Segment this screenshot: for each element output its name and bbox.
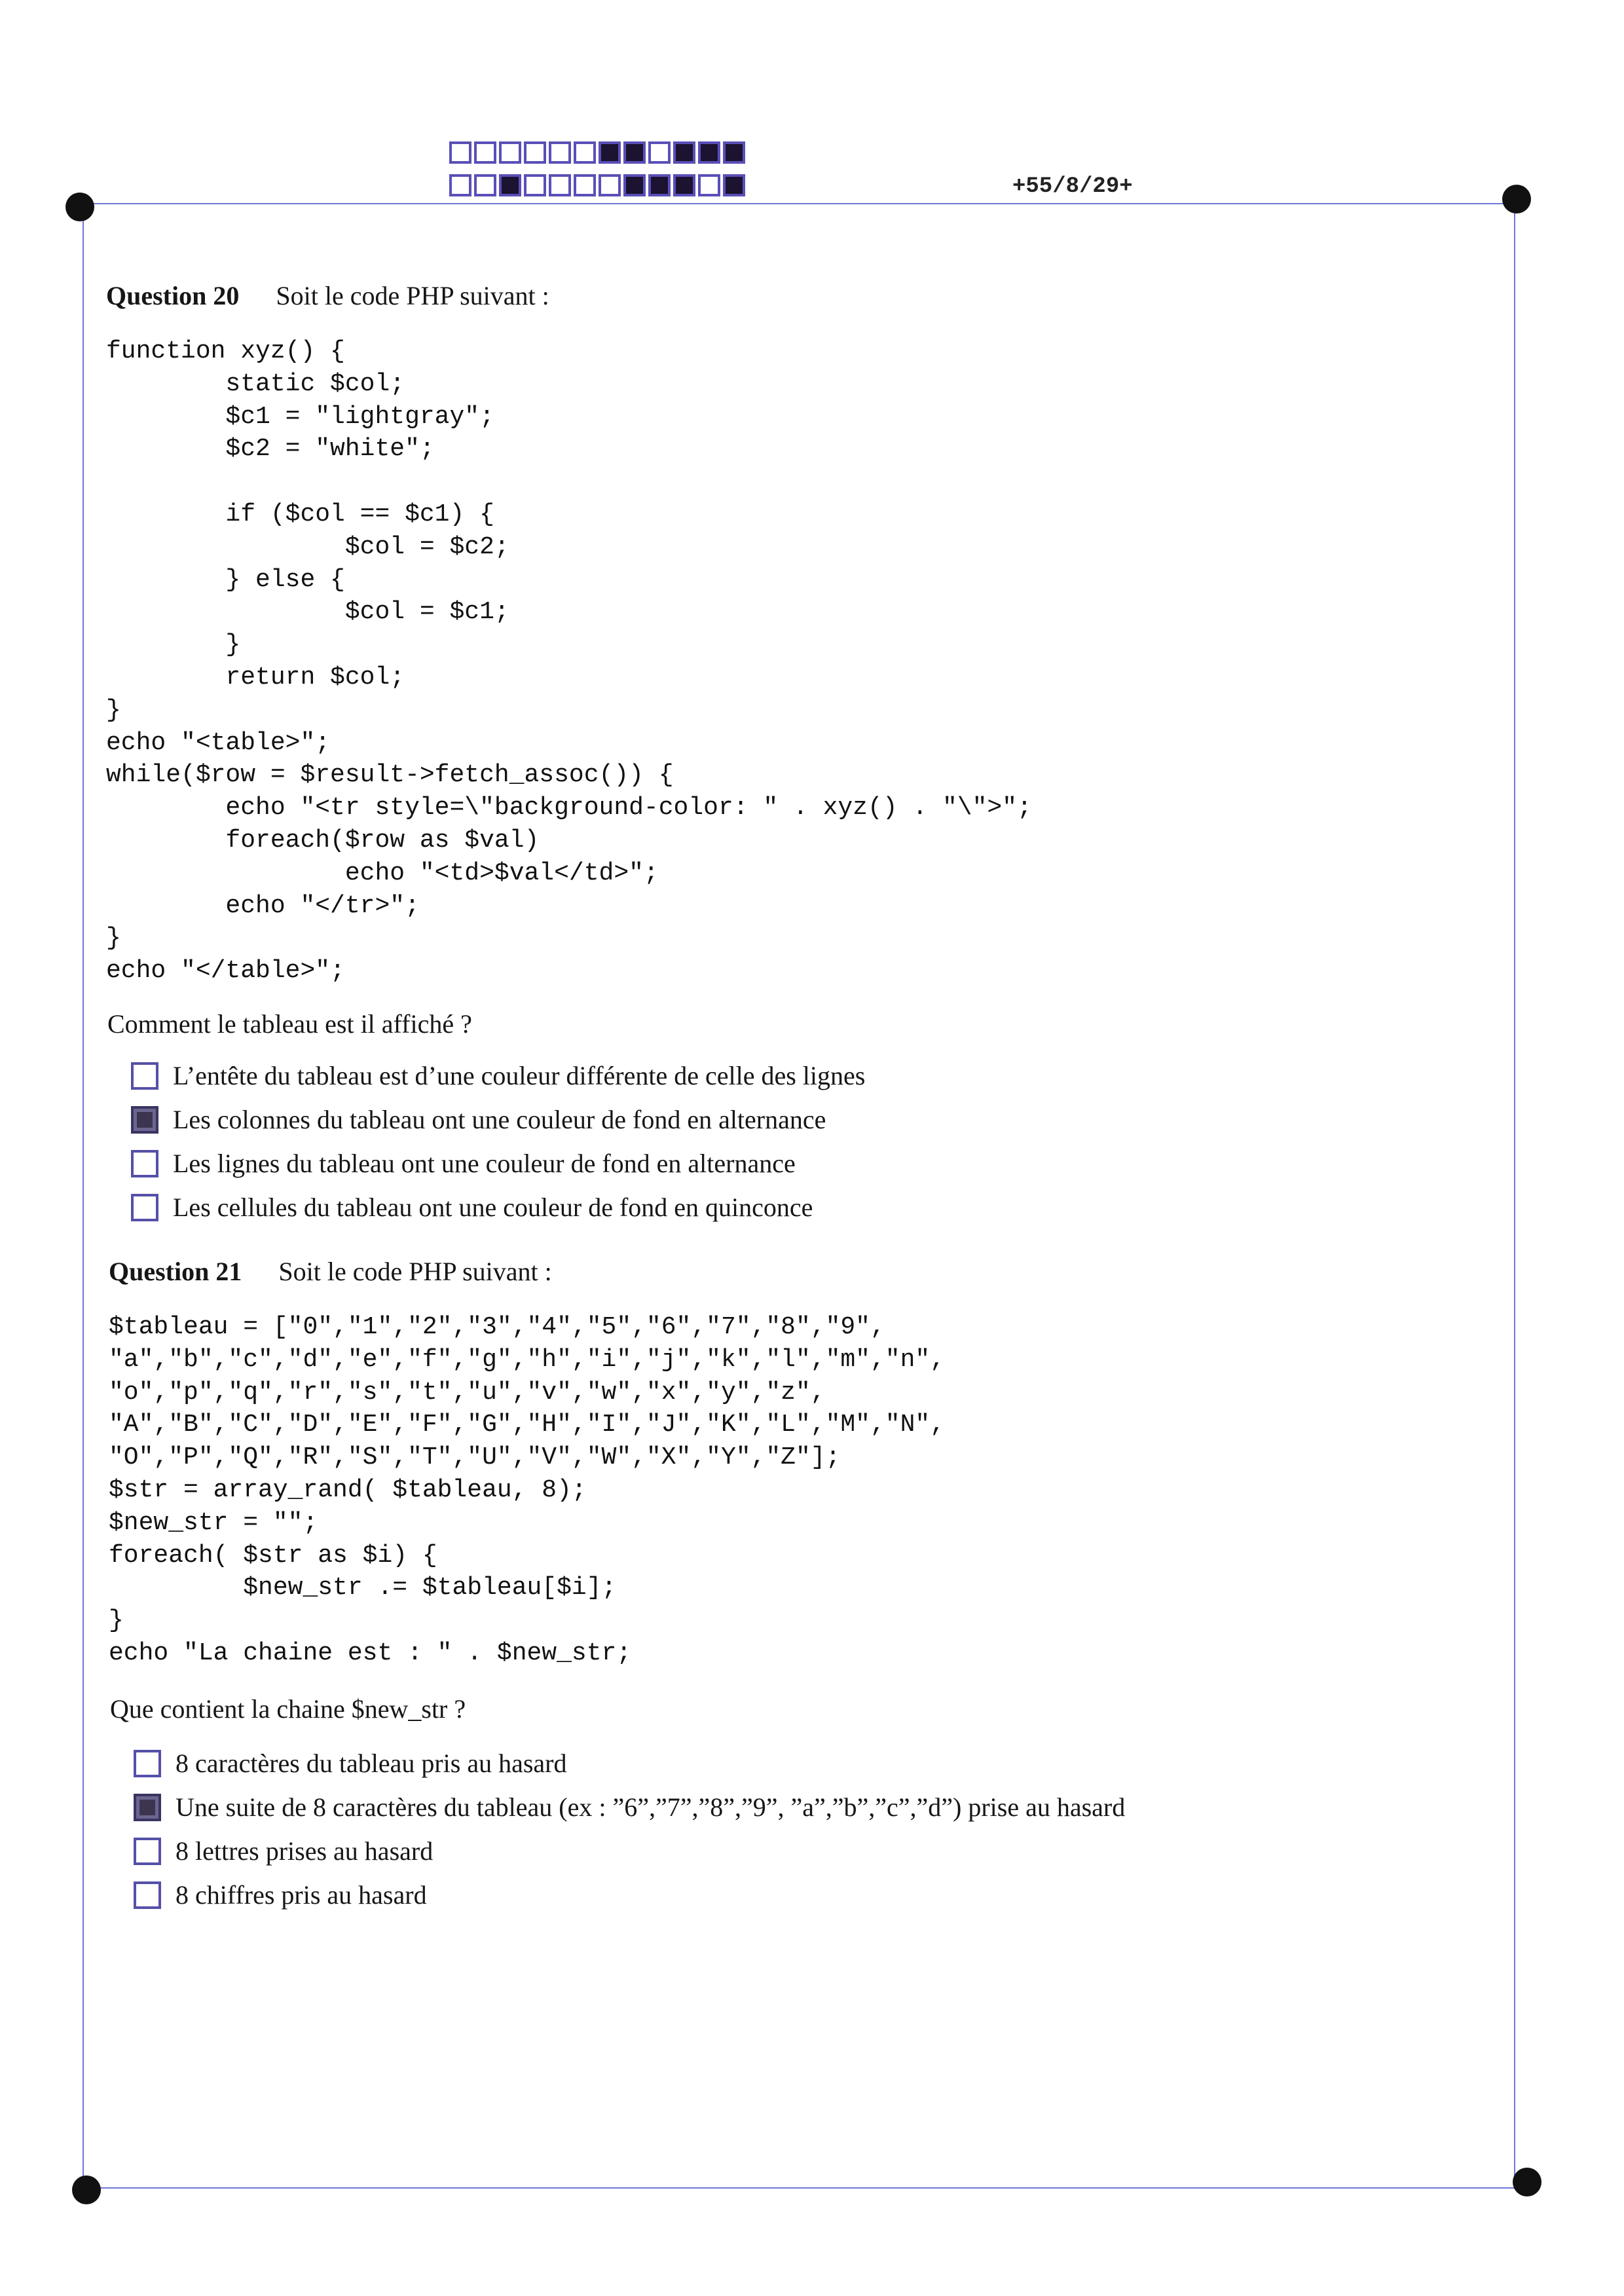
barcode-cell [474, 174, 496, 196]
page-code: +55/8/29+ [1012, 174, 1133, 199]
question-intro: Soit le code PHP suivant : [278, 1257, 552, 1286]
barcode-cell [599, 141, 621, 164]
corner-marker-top-right [1502, 185, 1531, 213]
barcode-cell [574, 174, 596, 196]
answer-option[interactable] [131, 1104, 826, 1135]
barcode-cell [623, 141, 646, 164]
answer-label: Les cellules du tableau ont une couleur de fond en quinconce [173, 1193, 813, 1222]
question-21-header [109, 1256, 552, 1287]
barcode-cell [723, 174, 745, 196]
answer-checkbox-checked[interactable] [134, 1794, 161, 1821]
barcode-cell [698, 174, 720, 196]
barcode-cell [499, 174, 521, 196]
barcode-row-1 [449, 141, 745, 164]
answer-label: 8 chiffres pris au hasard [175, 1880, 427, 1910]
answer-label: 8 caractères du tableau pris au hasard [175, 1749, 567, 1778]
corner-marker-top-left [65, 193, 94, 221]
barcode-cell [673, 141, 695, 164]
answer-label: Une suite de 8 caractères du tableau (ex : ”6”,”7”,”8”,”9”, ”a”,”b”,”c”,”d”) prise au hasard [175, 1792, 1126, 1822]
frame-left-line [83, 203, 84, 2191]
question-number: Question 21 [109, 1257, 242, 1286]
barcode-cell [623, 174, 646, 196]
answer-checkbox[interactable] [131, 1194, 158, 1221]
question-20-header [106, 280, 549, 311]
answer-checkbox[interactable] [134, 1838, 161, 1865]
answer-checkbox[interactable] [131, 1150, 158, 1177]
answer-option[interactable] [131, 1060, 865, 1091]
barcode-cell [449, 174, 471, 196]
answer-option[interactable] [134, 1748, 566, 1779]
corner-marker-bottom-right [1513, 2168, 1541, 2196]
question-21-prompt: Que contient la chaine $new_str ? [110, 1694, 466, 1724]
question-20-code: function xyz() { static $col; $c1 = "lightgray"; $c2 = "white"; if ($col == $c1) { $col = $c2; } else { $col = $c1; } return $col; } echo "<table>"; while($row = $result->fetch_assoc()) { echo "<tr style=\"background-color: " . xyz() . "\">"; foreach($row as $val) echo "<td>$val</td>"; echo "</tr>"; } echo "</table>"; [106, 337, 1032, 986]
answer-label: Les colonnes du tableau ont une couleur de fond en alternance [173, 1105, 826, 1134]
answer-checkbox[interactable] [134, 1881, 161, 1909]
answer-checkbox-checked[interactable] [131, 1106, 158, 1134]
barcode-cell [599, 174, 621, 196]
barcode-cell [524, 174, 546, 196]
barcode-cell [673, 174, 695, 196]
answer-label: L’entête du tableau est d’une couleur différente de celle des lignes [173, 1061, 866, 1090]
barcode-cell [698, 141, 720, 164]
corner-marker-bottom-left [72, 2176, 101, 2204]
answer-checkbox[interactable] [134, 1750, 161, 1777]
question-21-code: $tableau = ["0","1","2","3","4","5","6","7","8","9", "a","b","c","d","e","f","g","h","i","j","k","l","m","n", "o","p","q","r","s","t","u","v","w","x","y","z", "A","B","C","D","E","F","G","H","I","J","K","L","M","N", "O","P","Q","R","S","T","U","V","W","X","Y","Z"]; $str = array_rand( $tableau, 8); $new_str = ""; foreach( $str as $i) { $new_str .= $tableau[$i]; } echo "La chaine est : " . $new_str; [109, 1313, 946, 1667]
question-intro: Soit le code PHP suivant : [276, 281, 549, 310]
answer-option[interactable] [134, 1879, 427, 1910]
answer-option[interactable] [134, 1792, 1125, 1823]
frame-bottom-line [84, 2187, 1522, 2189]
answer-label: Les lignes du tableau ont une couleur de fond en alternance [173, 1149, 796, 1178]
barcode-cell [474, 141, 496, 164]
question-20-prompt: Comment le tableau est il affiché ? [107, 1009, 472, 1039]
answer-option[interactable] [131, 1148, 796, 1179]
answer-option[interactable] [134, 1836, 433, 1866]
answer-option[interactable] [131, 1192, 813, 1223]
barcode-cell [524, 141, 546, 164]
barcode-cell [549, 174, 571, 196]
answer-label: 8 lettres prises au hasard [175, 1836, 434, 1866]
barcode-cell [499, 141, 521, 164]
frame-top-line [80, 203, 1517, 204]
barcode-cell [574, 141, 596, 164]
frame-right-line [1514, 198, 1515, 2187]
barcode-cell [723, 141, 745, 164]
barcode-cell [549, 141, 571, 164]
barcode-cell [449, 141, 471, 164]
barcode-row-2 [449, 174, 745, 196]
barcode-cell [648, 174, 671, 196]
answer-checkbox[interactable] [131, 1062, 158, 1090]
barcode-cell [648, 141, 671, 164]
question-number: Question 20 [106, 281, 240, 310]
